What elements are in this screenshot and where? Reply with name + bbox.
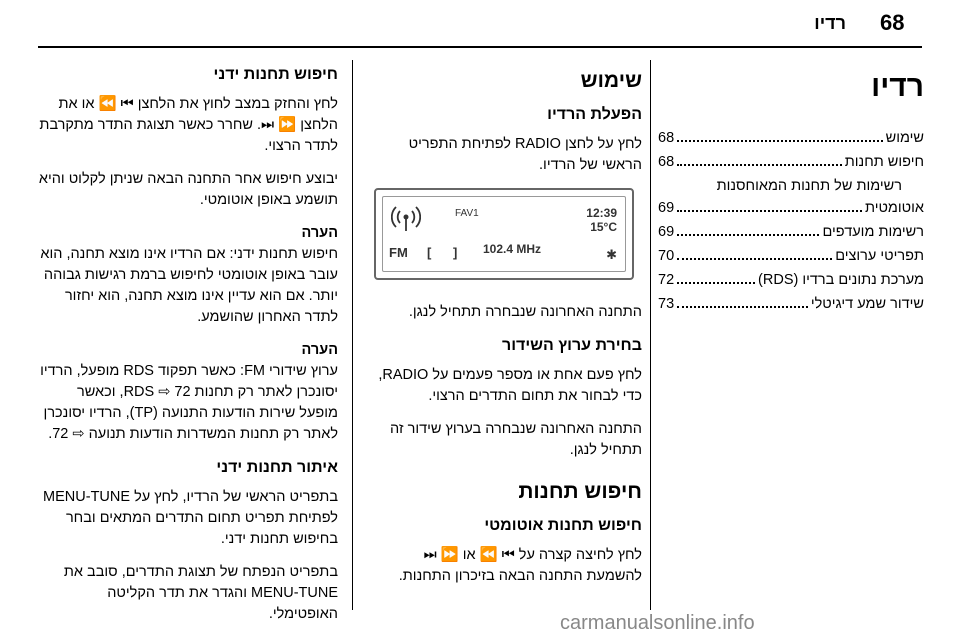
- note-heading: הערה: [301, 225, 338, 241]
- section-heading-search: חיפוש תחנות: [518, 480, 642, 503]
- toc-item-continuation[interactable]: אוטומטית 69: [658, 200, 924, 216]
- note-text: חיפוש תחנות ידני: אם הרדיו אינו מוצא תחנה, הוא עובר באופן אוטומטי לחיפוש ברמת רגישות גבוהה יותר. אם הוא עדיין אינו מוצא תחנה, הוא יחזור לתדר האחרון שהושמע.: [40, 246, 338, 325]
- note-text: ערוץ שידורי FM: כאשר תפקוד RDS מופעל, הרדיו יסונכרן לאתר רק תחנות RDS ⇨ 72, וכאשר מופעל שירות הודעות התנועה (TP), הרדיו יסונכרן לאתר רק תחנות המשדרות הודעות תנועה ⇨ 72.: [40, 363, 338, 442]
- toc-item[interactable]: מערכת נתונים ברדיו (RDS) 72: [658, 272, 924, 288]
- preset-slot: [: [427, 245, 432, 260]
- chapter-title: רדיו: [871, 70, 924, 103]
- watermark: carmanualsonline.info: [560, 612, 755, 634]
- manual-search-column: [38, 60, 338, 637]
- toc-list: [658, 128, 924, 318]
- subheading-activate: הפעלת הרדיו: [547, 106, 642, 123]
- subheading-manual-search: חיפוש תחנות ידני: [213, 66, 338, 83]
- page-number: 68: [880, 10, 905, 35]
- toc-item[interactable]: שימוש 68: [658, 130, 924, 146]
- column-divider: [352, 60, 353, 610]
- subheading-band: בחירת ערוץ השידור: [501, 337, 642, 354]
- paragraph: לחץ פעם אחת או מספר פעמים על RADIO, כדי לבחור את תחום התדרים הרצוי.: [378, 367, 642, 404]
- antenna-icon: [391, 205, 421, 231]
- header-rule: [38, 46, 922, 48]
- paragraph: התחנה האחרונה שנבחרה בערוץ שידור זה תתחיל לנגן.: [390, 421, 642, 458]
- frequency-readout: 102.4 MHz: [483, 242, 542, 256]
- paragraph: בתפריט הנפתח של תצוגת התדרים, סובב את MENU-TUNE והגדר את תדר הקליטה האופטימלי.: [63, 564, 338, 622]
- toc-item[interactable]: תפריטי ערוצים 70: [658, 248, 924, 264]
- paragraph: לחץ לחיצה קצרה על ⏮ ⏪ או ⏩ ⏭ להשמעת התחנה הבאה בזיכרון התחנות.: [398, 547, 642, 584]
- preset-slot: ]: [453, 245, 458, 260]
- favourite-list-label: FAV1: [455, 208, 479, 219]
- band-label: FM: [389, 245, 408, 260]
- page-header: [0, 0, 960, 46]
- paragraph: בתפריט הראשי של הרדיו, לחץ על MENU-TUNE לפתיחת תפריט תחום התדרים המתאים ובחר בחיפוש תחנות ידני.: [43, 489, 338, 547]
- toc-item[interactable]: שידור שמע דיגיטלי 73: [658, 296, 924, 312]
- toc-item[interactable]: רשימות של תחנות המאוחסנות: [716, 178, 902, 194]
- radio-display-illustration: [374, 188, 634, 280]
- toc-column: [658, 60, 924, 318]
- bluetooth-icon: ✱: [606, 247, 617, 262]
- toc-item[interactable]: רשימות מועדפים 69: [658, 224, 924, 240]
- subheading-auto-search: חיפוש תחנות אוטומטי: [484, 517, 642, 534]
- running-section-title: רדיו: [814, 13, 846, 33]
- paragraph: לחץ והחזק במצב לחוץ את הלחצן ⏮ ⏪ או את הלחצן ⏩ ⏭. שחרר כאשר תצוגת התדר מתקרבת לתדר הרצוי.: [39, 96, 338, 154]
- usage-column: [366, 60, 642, 599]
- temperature-readout: 15°C: [590, 220, 617, 234]
- paragraph: התחנה האחרונה שנבחרה תתחיל לנגן.: [408, 304, 642, 320]
- section-heading-usage: שימוש: [580, 69, 642, 92]
- subheading-manual-tuning: איתור תחנות ידני: [216, 459, 338, 476]
- paragraph: לחץ על לחצן RADIO לפתיחת התפריט הראשי של הרדיו.: [408, 136, 642, 173]
- toc-item[interactable]: חיפוש תחנות 68: [658, 154, 924, 170]
- note-heading: הערה: [301, 342, 338, 358]
- column-divider: [650, 60, 651, 610]
- paragraph: יבוצע חיפוש אחר התחנה הבאה שניתן לקלוט והיא תושמע באופן אוטומטי.: [38, 171, 338, 208]
- clock-readout: 12:39: [586, 206, 617, 220]
